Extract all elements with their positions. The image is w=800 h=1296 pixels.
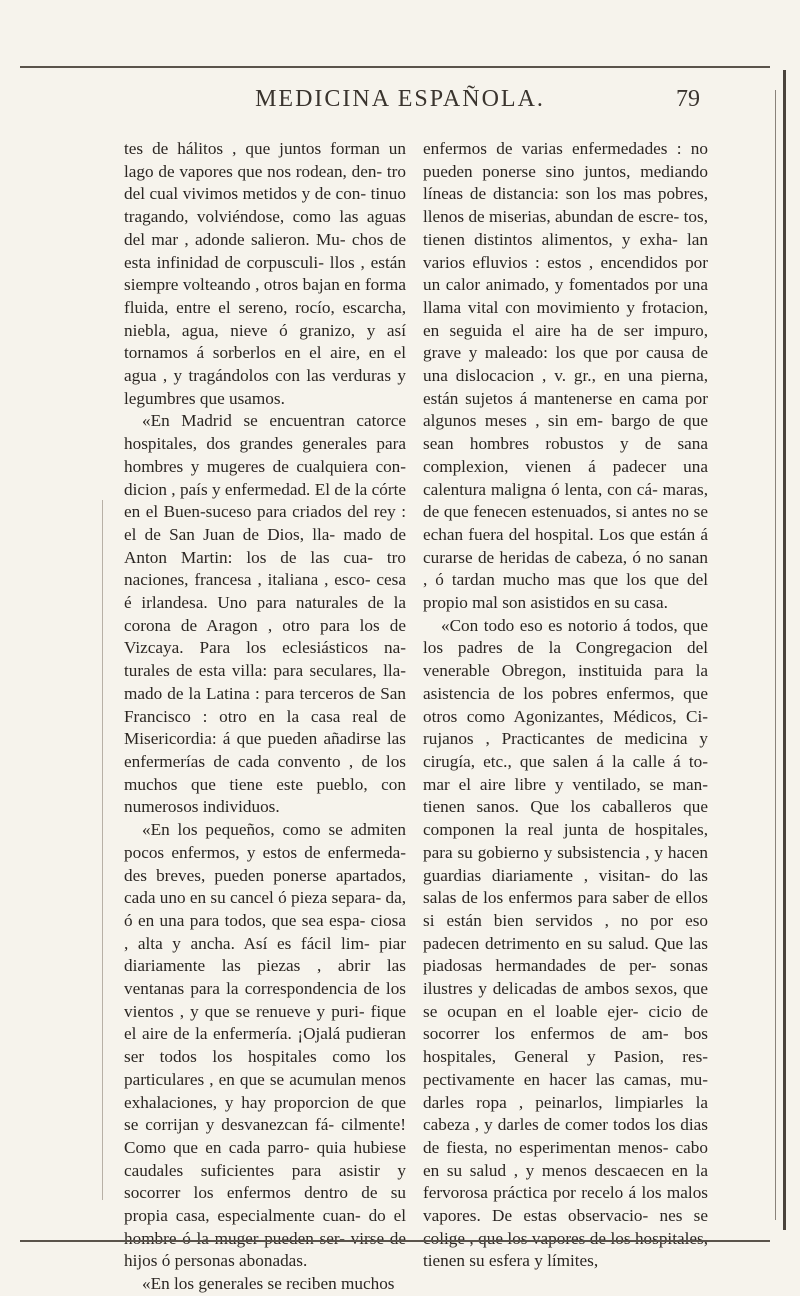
- page-header: [120, 86, 700, 126]
- paragraph: tes de hálitos , que juntos forman un lago de vapores que nos rodean, den- tro del cual vivimos metidos y de con- tinuo tragando, volviéndose, como las aguas del mar , adonde salieron. Mu- chos de esta infinidad de corpusculi- llos , están siempre volteando , otros bajan en forma fluida, entre el sereno, rocío, escarcha, niebla, agua, nieve ó granizo, y así tornamos á sorberlos en el aire, en el agua , y tragándolos con las verduras y legumbres que usamos.: [124, 139, 406, 408]
- bottom-rule: [20, 1240, 770, 1242]
- gutter-edge: [102, 500, 103, 1200]
- paragraph: enfermos de varias enfermedades : no pueden ponerse sino juntos, mediando líneas de distancia: son los mas pobres, llenos de miserias, abundan de escre- tos, tienen distintos alimentos, y exha- lan varios efluvios : estos , encendidos por un calor animado, y fomentados por una llama vital con movimiento y frotacion, en seguida el aire ha de ser impuro, grave y maleado: los que por causa de una dislocacion , v. gr., en una pierna, están sujetos á mantenerse en cama por algunos meses , sin em- bargo de que sean hombres robustos y de sana complexion, vienen á padecer una calentura maligna ó lenta, con cá- maras, de que fenecen estenuados, si antes no se echan fuera del hospital. Los que están á curarse de heridas de cabeza, ó no sanan , ó tardan mucho mas que los que del propio mal son asistidos en su casa.: [423, 139, 708, 613]
- top-rule: [20, 66, 770, 68]
- paragraph: «Con todo eso es notorio á todos, que los padres de la Congregacion del venerable Obregon, instituida para la asistencia de los pobres enfermos, que otros como Agonizantes, Médicos, Ci- rujanos , Practicantes de medicina y cirugía, etc., que salen á la calle á to- mar el aire libre y ventilado, se man- tienen sanos. Que los caballeros que componen la real junta de hospitales, para su gobierno y subsistencia , y hacen guardias diariamente , visitan- do las salas de los enfermos para saber de ellos si están bien servidos , no por eso padecen detrimento en su salud. Que las piadosas hermandades de per- sonas ilustres y delicadas de ambos sexos, que se ocupan en el loable ejer- cicio de socorrer los enfermos de am- bos hospitales, General y Pasion, res- pectivamente en hacer las camas, mu- darles ropa , peinarlos, limpiarles la cabeza , y darles de comer todos los dias de fiesta, no esperimentan menos- cabo en su salud , y menos descaecen en la fervorosa práctica por recelo á los malos vapores. De estas observacio- nes se colige , que los vapores de los hospitales, tienen su esfera y límites,: [423, 615, 708, 1271]
- page-number: 79: [676, 86, 700, 112]
- page-edge-inner: [775, 90, 776, 1220]
- paragraph: «En los generales se reciben muchos: [142, 1274, 395, 1294]
- running-title: MEDICINA ESPAÑOLA.: [255, 86, 545, 112]
- right-column: [423, 138, 708, 1273]
- page-edge: [783, 70, 786, 1230]
- left-column: [124, 138, 406, 1296]
- paragraph: «En Madrid se encuentran catorce hospitales, dos grandes generales para hombres y mugeres de cualquiera con- dicion , país y enfermedad. El de la córte en el Buen-suceso para criados del rey : el de San Juan de Dios, lla- mado de Anton Martin: los de las cua- tro naciones, francesa , italiana , esco- cesa é irlandesa. Uno para naturales de la corona de Aragon , otro para los de Vizcaya. Para los eclesiásticos na- turales de esta villa: para seculares, lla- mado de la Latina : para terceros de San Francisco : otro en la casa real de Misericordia: á que pueden añadirse las enfermerías de cada convento , de los muchos que tiene este pueblo, con numerosos individuos.: [124, 411, 406, 817]
- paragraph: «En los pequeños, como se admiten pocos enfermos, y estos de enfermeda- des breves, pueden ponerse apartados, cada uno en su cancel ó pieza separa- da, ó en una para todos, que sea espa- ciosa , alta y ancha. Así es fácil lim- piar diariamente las piezas , abrir las ventanas para la correspondencia de los vientos , y que se renueve y puri- fique el aire de la enfermería. ¡Ojalá pudieran ser todos los hospitales como los particulares , en que se acumulan menos exhalaciones, y hay proporcion de que se corrijan y desvanezcan fá- cilmente! Como que en cada parro- quia hubiese caudales suficientes para asistir y socorrer los enfermos dentro de su propia casa, especialmente cuan- do el hombre ó la muger pueden ser- virse de hijos ó personas abonadas.: [124, 820, 407, 1271]
